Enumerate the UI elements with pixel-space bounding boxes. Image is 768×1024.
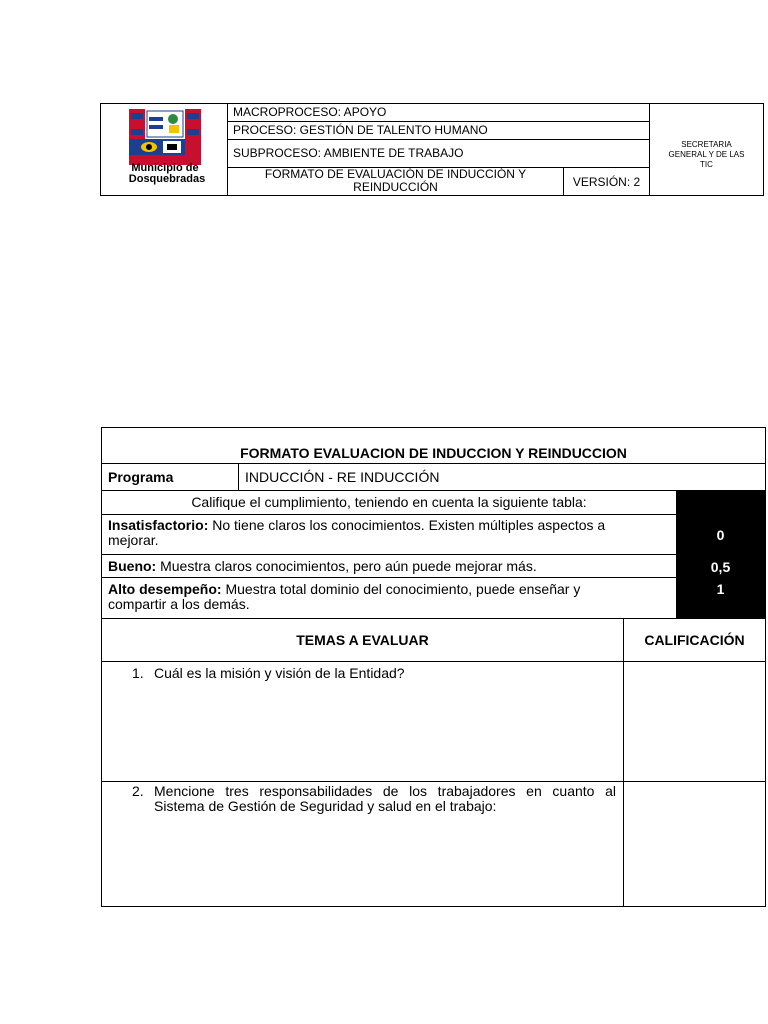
score-column: [676, 491, 765, 618]
evaluation-form-table: [101, 427, 766, 907]
scale-row-alto-desempeno: [108, 582, 670, 612]
macroproceso-label: MACROPROCESO: APOYO: [233, 105, 387, 119]
form-title: FORMATO EVALUACION DE INDUCCION Y REINDUCCION: [240, 444, 627, 461]
programa-value: INDUCCIÓN - RE INDUCCIÓN: [245, 468, 440, 485]
dependencia-line1: SECRETARIA: [681, 140, 732, 149]
logo-caption-line2: Dosquebradas: [128, 173, 206, 185]
dependencia-line2: GENERAL Y DE LAS: [668, 150, 745, 159]
instruction-text: Califique el cumplimiento, teniendo en cuenta la siguiente tabla:: [191, 494, 587, 510]
question-line: Cuál es la misión y visión de la Entidad?: [154, 665, 405, 681]
question-text: [154, 666, 619, 681]
proceso-label: PROCESO: GESTIÓN DE TALENTO HUMANO: [233, 123, 488, 137]
scale-label: Alto desempeño:: [108, 581, 222, 597]
score-alto-desempeno: 1: [716, 581, 725, 597]
formato-title-line1: FORMATO DE EVALUACIÓN DE INDUCCIÓN Y: [264, 167, 527, 181]
calificacion-input-cell[interactable]: [624, 662, 765, 781]
scale-description: No tiene claros los conocimientos. Existen múltiples aspectos a: [208, 517, 606, 533]
calificacion-input-cell[interactable]: [624, 782, 765, 906]
formato-title-line2: REINDUCCIÓN: [353, 180, 438, 194]
column-header-calificacion: CALIFICACIÓN: [644, 631, 745, 648]
table-divider: [102, 577, 676, 578]
question-number: 2.: [132, 783, 144, 799]
score-bueno: 0,5: [710, 559, 731, 575]
scale-row-bueno: [108, 559, 670, 574]
scale-description: Muestra total dominio del conocimiento, puede enseñar y: [221, 581, 581, 597]
programa-label: Programa: [108, 468, 174, 485]
question-line: Mencione tres responsabilidades de los trabajadores en cuanto al: [154, 783, 616, 799]
scale-label: Bueno:: [108, 558, 157, 574]
question-number: 1.: [132, 665, 144, 681]
column-header-temas: TEMAS A EVALUAR: [296, 631, 429, 648]
formato-title: [228, 168, 563, 195]
table-divider: [102, 514, 676, 515]
scale-row-insatisfactorio: [108, 518, 670, 548]
table-divider: [238, 463, 239, 491]
dependencia-line3: TIC: [700, 160, 713, 169]
scale-description-cont: mejorar.: [108, 532, 159, 548]
subproceso-label: SUBPROCESO: AMBIENTE DE TRABAJO: [233, 146, 464, 160]
municipio-crest-icon: [129, 109, 201, 165]
document-header-table: [100, 103, 764, 196]
question-text: [154, 784, 616, 814]
question-line: Sistema de Gestión de Seguridad y salud en el trabajo:: [154, 798, 497, 814]
scale-description: Muestra claros conocimientos, pero aún puede mejorar más.: [156, 558, 537, 574]
version-label: VERSIÓN: 2: [572, 174, 641, 189]
scale-label: Insatisfactorio:: [108, 517, 209, 533]
municipio-logo: [109, 107, 221, 193]
logo-caption-line1: Municipio de: [131, 162, 199, 174]
scale-description-cont: compartir a los demás.: [108, 596, 250, 612]
table-divider: [102, 554, 676, 555]
dependencia-label: [650, 140, 763, 180]
score-insatisfactorio: 0: [716, 527, 725, 543]
